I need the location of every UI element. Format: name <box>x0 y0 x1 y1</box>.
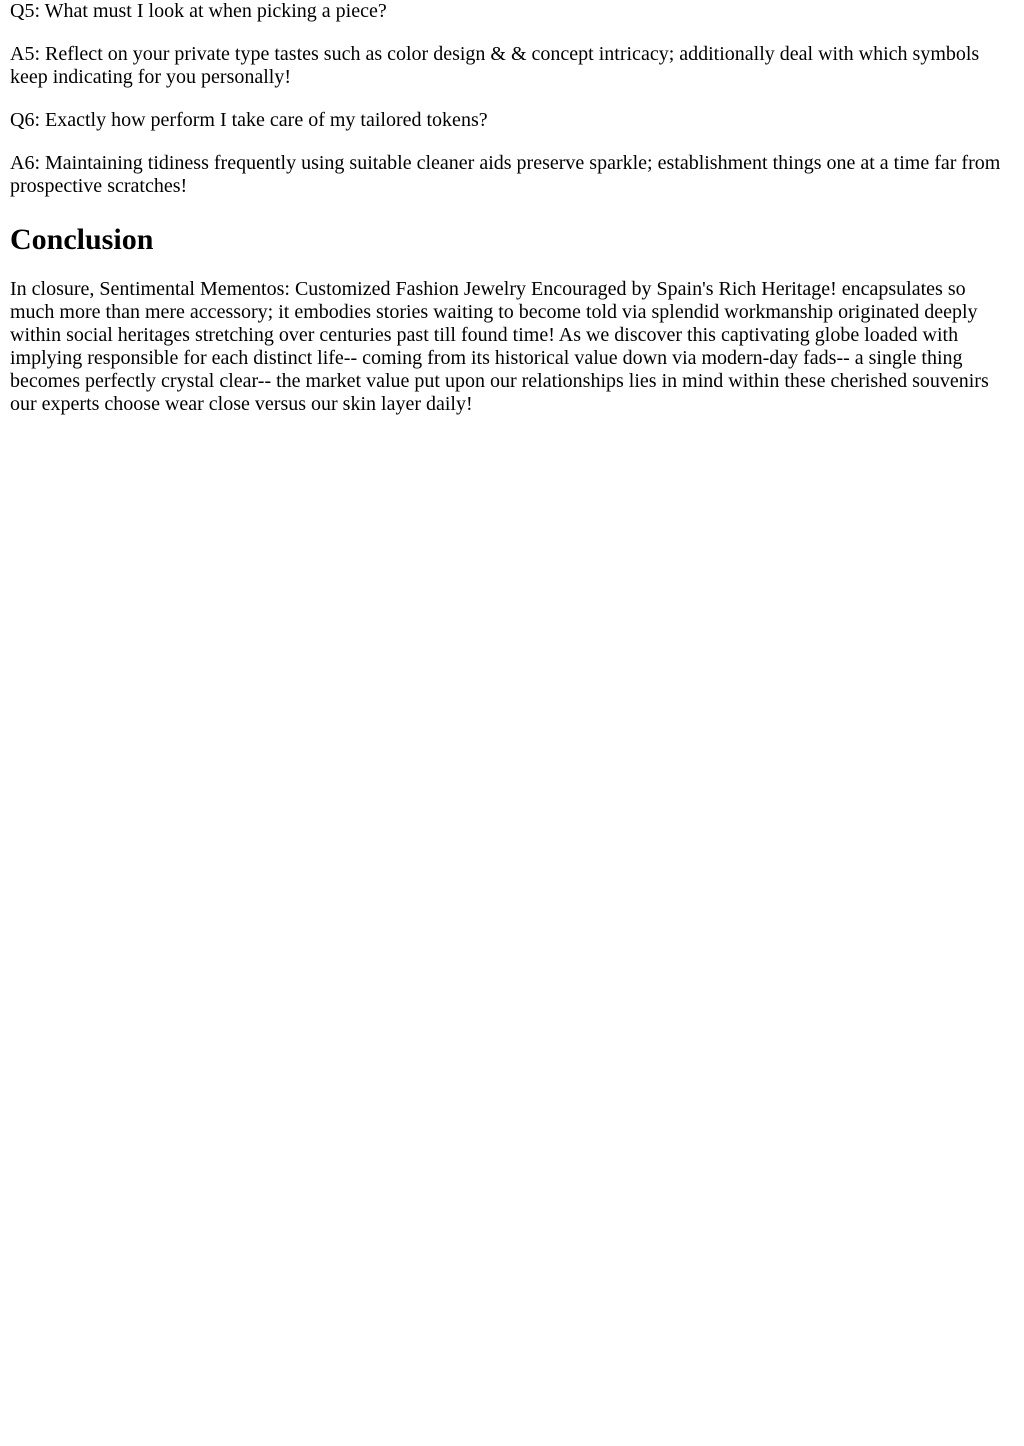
faq-question-5: Q5: What must I look at when picking a piece? <box>10 0 387 22</box>
faq-question-6: Q6: Exactly how perform I take care of my tailored tokens? <box>10 109 488 131</box>
faq-answer-5: A5: Reflect on your private type tastes such as color design & & concept intricacy; additionally deal with which symbols keep indicating for you personally! <box>10 43 980 88</box>
conclusion-body: In closure, Sentimental Mementos: Customized Fashion Jewelry Encouraged by Spain's Rich Heritage! encapsulates so much more than mere accessory; it embodies stories waiting to become told via splendid workmanship originated deeply within social heritages stretching over centuries past till found time! As we discover this captivating globe loaded with implying responsible for each distinct life-- coming from its historical value down via modern-day fads-- a single thing becomes perfectly crystal clear-- the market value put upon our relationships lies in mind within these cherished souvenirs our experts choose wear close versus our skin layer daily! <box>10 278 989 415</box>
faq-answer-6: A6: Maintaining tidiness frequently using suitable cleaner aids preserve sparkle; establishment things one at a time far from prospective scratches! <box>10 152 1001 197</box>
conclusion-heading: Conclusion <box>10 223 154 256</box>
